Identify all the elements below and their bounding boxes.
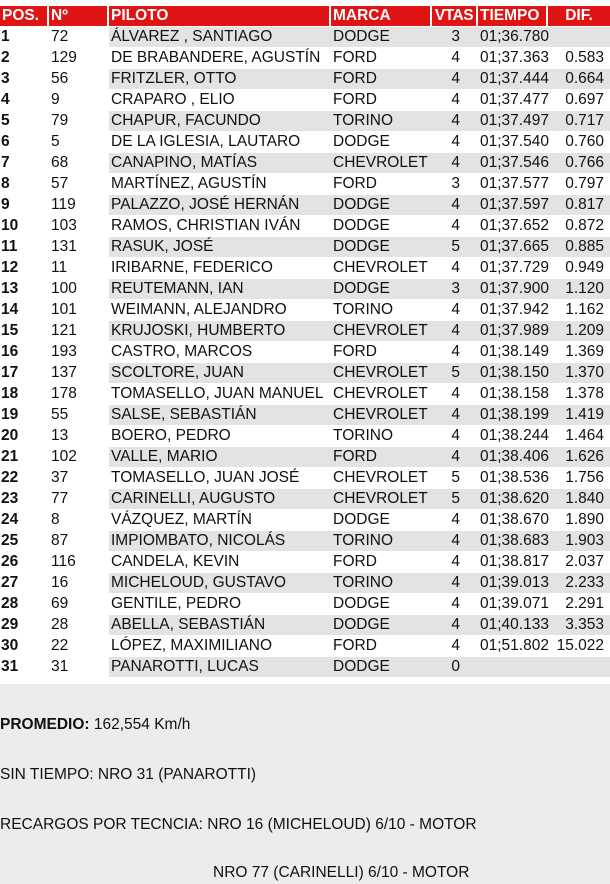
driver-name-cell: CHAPUR, FACUNDO <box>109 111 331 132</box>
car-number-cell: 116 <box>49 552 109 573</box>
position-cell: 15 <box>0 321 49 342</box>
average-speed-value: 162,554 Km/h <box>93 716 191 733</box>
lap-time-cell: 01;37.665 <box>478 237 548 258</box>
gap-cell: 1.840 <box>548 489 610 510</box>
position-cell: 26 <box>0 552 49 573</box>
driver-name-cell: BOERO, PEDRO <box>109 426 331 447</box>
laps-cell: 4 <box>432 111 478 132</box>
car-number-cell: 87 <box>49 531 109 552</box>
table-row <box>0 258 610 279</box>
lap-time-cell: 01;37.546 <box>478 153 548 174</box>
car-number-cell: 13 <box>49 426 109 447</box>
position-cell: 11 <box>0 237 49 258</box>
position-cell: 1 <box>0 27 49 48</box>
laps-cell: 4 <box>432 573 478 594</box>
lap-time-cell: 01;38.149 <box>478 342 548 363</box>
laps-cell: 4 <box>432 342 478 363</box>
position-cell: 27 <box>0 573 49 594</box>
position-cell: 29 <box>0 615 49 636</box>
lap-time-cell: 01;37.577 <box>478 174 548 195</box>
lap-time-cell: 01;37.729 <box>478 258 548 279</box>
gap-cell <box>548 657 610 678</box>
results-table <box>0 6 610 678</box>
table-row <box>0 216 610 237</box>
driver-name-cell: LÓPEZ, MAXIMILIANO <box>109 636 331 657</box>
brand-cell: DODGE <box>331 132 432 153</box>
car-number-cell: 103 <box>49 216 109 237</box>
brand-cell: TORINO <box>331 426 432 447</box>
brand-cell: CHEVROLET <box>331 258 432 279</box>
brand-cell: FORD <box>331 174 432 195</box>
gap-cell: 0.797 <box>548 174 610 195</box>
driver-name-cell: RAMOS, CHRISTIAN IVÁN <box>109 216 331 237</box>
laps-cell: 4 <box>432 384 478 405</box>
brand-cell: TORINO <box>331 300 432 321</box>
lap-time-cell: 01;38.670 <box>478 510 548 531</box>
gap-cell: 2.291 <box>548 594 610 615</box>
car-number-cell: 8 <box>49 510 109 531</box>
table-row <box>0 48 610 69</box>
car-number-cell: 77 <box>49 489 109 510</box>
laps-cell: 3 <box>432 27 478 48</box>
table-row <box>0 594 610 615</box>
car-number-cell: 101 <box>49 300 109 321</box>
gap-cell <box>548 27 610 48</box>
brand-cell: TORINO <box>331 531 432 552</box>
car-number-cell: 178 <box>49 384 109 405</box>
car-number-cell: 79 <box>49 111 109 132</box>
car-number-cell: 37 <box>49 468 109 489</box>
car-number-cell: 102 <box>49 447 109 468</box>
header-marca: MARCA <box>331 6 432 27</box>
driver-name-cell: CANDELA, KEVIN <box>109 552 331 573</box>
lap-time-cell: 01;37.477 <box>478 90 548 111</box>
brand-cell: FORD <box>331 552 432 573</box>
gap-cell: 0.766 <box>548 153 610 174</box>
gap-cell: 0.760 <box>548 132 610 153</box>
driver-name-cell: ABELLA, SEBASTIÁN <box>109 615 331 636</box>
lap-time-cell: 01;38.158 <box>478 384 548 405</box>
laps-cell: 5 <box>432 468 478 489</box>
driver-name-cell: RASUK, JOSÉ <box>109 237 331 258</box>
lap-time-cell: 01;37.942 <box>478 300 548 321</box>
brand-cell: FORD <box>331 48 432 69</box>
gap-cell: 1.370 <box>548 363 610 384</box>
results-body <box>0 27 610 678</box>
table-row <box>0 363 610 384</box>
position-cell: 7 <box>0 153 49 174</box>
header-vtas: VTAS <box>432 6 478 27</box>
position-cell: 9 <box>0 195 49 216</box>
laps-cell: 4 <box>432 552 478 573</box>
gap-cell: 1.890 <box>548 510 610 531</box>
driver-name-cell: SALSE, SEBASTIÁN <box>109 405 331 426</box>
laps-cell: 4 <box>432 447 478 468</box>
laps-cell: 4 <box>432 594 478 615</box>
table-row <box>0 573 610 594</box>
car-number-cell: 22 <box>49 636 109 657</box>
lap-time-cell: 01;38.199 <box>478 405 548 426</box>
driver-name-cell: ÁLVAREZ , SANTIAGO <box>109 27 331 48</box>
lap-time-cell: 01;37.652 <box>478 216 548 237</box>
no-time-note: SIN TIEMPO: NRO 31 (PANAROTTI) <box>0 766 257 783</box>
laps-cell: 4 <box>432 153 478 174</box>
car-number-cell: 119 <box>49 195 109 216</box>
car-number-cell: 72 <box>49 27 109 48</box>
brand-cell: CHEVROLET <box>331 468 432 489</box>
lap-time-cell: 01;37.989 <box>478 321 548 342</box>
driver-name-cell: FRITZLER, OTTO <box>109 69 331 90</box>
laps-cell: 4 <box>432 300 478 321</box>
table-row <box>0 153 610 174</box>
table-row <box>0 489 610 510</box>
penalty-note-2: NRO 77 (CARINELLI) 6/10 - MOTOR <box>213 864 470 881</box>
brand-cell: FORD <box>331 90 432 111</box>
gap-cell: 1.903 <box>548 531 610 552</box>
driver-name-cell: MARTÍNEZ, AGUSTÍN <box>109 174 331 195</box>
lap-time-cell: 01;37.597 <box>478 195 548 216</box>
gap-cell: 1.756 <box>548 468 610 489</box>
driver-name-cell: TOMASELLO, JUAN MANUEL <box>109 384 331 405</box>
brand-cell: CHEVROLET <box>331 363 432 384</box>
brand-cell: DODGE <box>331 279 432 300</box>
car-number-cell: 69 <box>49 594 109 615</box>
lap-time-cell: 01;37.497 <box>478 111 548 132</box>
table-row <box>0 321 610 342</box>
table-row <box>0 384 610 405</box>
driver-name-cell: SCOLTORE, JUAN <box>109 363 331 384</box>
brand-cell: CHEVROLET <box>331 384 432 405</box>
brand-cell: CHEVROLET <box>331 405 432 426</box>
driver-name-cell: CARINELLI, AUGUSTO <box>109 489 331 510</box>
table-row <box>0 237 610 258</box>
table-row <box>0 552 610 573</box>
driver-name-cell: DE LA IGLESIA, LAUTARO <box>109 132 331 153</box>
gap-cell: 0.885 <box>548 237 610 258</box>
brand-cell: DODGE <box>331 27 432 48</box>
laps-cell: 5 <box>432 363 478 384</box>
header-row <box>0 6 610 27</box>
lap-time-cell: 01;51.802 <box>478 636 548 657</box>
lap-time-cell: 01;37.540 <box>478 132 548 153</box>
car-number-cell: 129 <box>49 48 109 69</box>
average-speed <box>0 716 190 734</box>
table-row <box>0 27 610 48</box>
position-cell: 22 <box>0 468 49 489</box>
header-dif: DIF. <box>548 6 610 27</box>
brand-cell: FORD <box>331 342 432 363</box>
lap-time-cell: 01;38.150 <box>478 363 548 384</box>
table-row <box>0 90 610 111</box>
position-cell: 8 <box>0 174 49 195</box>
car-number-cell: 100 <box>49 279 109 300</box>
car-number-cell: 31 <box>49 657 109 678</box>
lap-time-cell: 01;38.620 <box>478 489 548 510</box>
position-cell: 6 <box>0 132 49 153</box>
race-notes <box>0 684 610 884</box>
gap-cell: 0.949 <box>548 258 610 279</box>
brand-cell: FORD <box>331 69 432 90</box>
brand-cell: DODGE <box>331 510 432 531</box>
laps-cell: 5 <box>432 489 478 510</box>
brand-cell: DODGE <box>331 615 432 636</box>
car-number-cell: 16 <box>49 573 109 594</box>
laps-cell: 3 <box>432 174 478 195</box>
table-row <box>0 426 610 447</box>
table-row <box>0 195 610 216</box>
laps-cell: 4 <box>432 132 478 153</box>
lap-time-cell: 01;39.013 <box>478 573 548 594</box>
lap-time-cell: 01;38.683 <box>478 531 548 552</box>
position-cell: 18 <box>0 384 49 405</box>
driver-name-cell: CANAPINO, MATÍAS <box>109 153 331 174</box>
car-number-cell: 193 <box>49 342 109 363</box>
laps-cell: 0 <box>432 657 478 678</box>
table-row <box>0 405 610 426</box>
gap-cell: 0.717 <box>548 111 610 132</box>
gap-cell: 1.120 <box>548 279 610 300</box>
gap-cell: 0.697 <box>548 90 610 111</box>
driver-name-cell: MICHELOUD, GUSTAVO <box>109 573 331 594</box>
position-cell: 30 <box>0 636 49 657</box>
driver-name-cell: CASTRO, MARCOS <box>109 342 331 363</box>
table-row <box>0 342 610 363</box>
brand-cell: TORINO <box>331 573 432 594</box>
gap-cell: 1.419 <box>548 405 610 426</box>
gap-cell: 15.022 <box>548 636 610 657</box>
lap-time-cell: 01;37.444 <box>478 69 548 90</box>
header-num: Nº <box>49 6 109 27</box>
brand-cell: CHEVROLET <box>331 153 432 174</box>
position-cell: 10 <box>0 216 49 237</box>
car-number-cell: 68 <box>49 153 109 174</box>
lap-time-cell: 01;40.133 <box>478 615 548 636</box>
driver-name-cell: PALAZZO, JOSÉ HERNÁN <box>109 195 331 216</box>
lap-time-cell: 01;38.244 <box>478 426 548 447</box>
car-number-cell: 121 <box>49 321 109 342</box>
laps-cell: 4 <box>432 321 478 342</box>
driver-name-cell: DE BRABANDERE, AGUSTÍN <box>109 48 331 69</box>
driver-name-cell: VALLE, MARIO <box>109 447 331 468</box>
laps-cell: 4 <box>432 216 478 237</box>
position-cell: 4 <box>0 90 49 111</box>
gap-cell: 1.464 <box>548 426 610 447</box>
gap-cell: 1.626 <box>548 447 610 468</box>
brand-cell: FORD <box>331 636 432 657</box>
position-cell: 20 <box>0 426 49 447</box>
driver-name-cell: KRUJOSKI, HUMBERTO <box>109 321 331 342</box>
driver-name-cell: WEIMANN, ALEJANDRO <box>109 300 331 321</box>
table-row <box>0 447 610 468</box>
position-cell: 19 <box>0 405 49 426</box>
car-number-cell: 57 <box>49 174 109 195</box>
position-cell: 23 <box>0 489 49 510</box>
driver-name-cell: TOMASELLO, JUAN JOSÉ <box>109 468 331 489</box>
lap-time-cell: 01;39.071 <box>478 594 548 615</box>
laps-cell: 4 <box>432 510 478 531</box>
gap-cell: 1.209 <box>548 321 610 342</box>
brand-cell: DODGE <box>331 216 432 237</box>
car-number-cell: 56 <box>49 69 109 90</box>
gap-cell: 2.037 <box>548 552 610 573</box>
driver-name-cell: IMPIOMBATO, NICOLÁS <box>109 531 331 552</box>
car-number-cell: 5 <box>49 132 109 153</box>
gap-cell: 2.233 <box>548 573 610 594</box>
lap-time-cell: 01;36.780 <box>478 27 548 48</box>
lap-time-cell: 01;37.900 <box>478 279 548 300</box>
position-cell: 17 <box>0 363 49 384</box>
gap-cell: 1.378 <box>548 384 610 405</box>
laps-cell: 4 <box>432 531 478 552</box>
table-row <box>0 468 610 489</box>
gap-cell: 1.162 <box>548 300 610 321</box>
position-cell: 16 <box>0 342 49 363</box>
gap-cell: 0.583 <box>548 48 610 69</box>
table-row <box>0 174 610 195</box>
laps-cell: 4 <box>432 48 478 69</box>
driver-name-cell: GENTILE, PEDRO <box>109 594 331 615</box>
gap-cell: 3.353 <box>548 615 610 636</box>
car-number-cell: 28 <box>49 615 109 636</box>
laps-cell: 4 <box>432 615 478 636</box>
header-piloto: PILOTO <box>109 6 331 27</box>
driver-name-cell: CRAPARO , ELIO <box>109 90 331 111</box>
position-cell: 28 <box>0 594 49 615</box>
table-row <box>0 531 610 552</box>
car-number-cell: 9 <box>49 90 109 111</box>
gap-cell: 1.369 <box>548 342 610 363</box>
car-number-cell: 137 <box>49 363 109 384</box>
laps-cell: 4 <box>432 426 478 447</box>
table-row <box>0 279 610 300</box>
brand-cell: CHEVROLET <box>331 489 432 510</box>
brand-cell: DODGE <box>331 195 432 216</box>
table-row <box>0 132 610 153</box>
gap-cell: 0.872 <box>548 216 610 237</box>
penalty-note-1: RECARGOS POR TECNCIA: NRO 16 (MICHELOUD) 6/10 - MOTOR <box>0 816 477 833</box>
table-row <box>0 111 610 132</box>
brand-cell: DODGE <box>331 594 432 615</box>
driver-name-cell: IRIBARNE, FEDERICO <box>109 258 331 279</box>
table-row <box>0 300 610 321</box>
table-row <box>0 69 610 90</box>
table-row <box>0 615 610 636</box>
lap-time-cell: 01;38.817 <box>478 552 548 573</box>
laps-cell: 4 <box>432 636 478 657</box>
position-cell: 13 <box>0 279 49 300</box>
car-number-cell: 11 <box>49 258 109 279</box>
table-row <box>0 510 610 531</box>
laps-cell: 3 <box>432 279 478 300</box>
laps-cell: 4 <box>432 69 478 90</box>
laps-cell: 5 <box>432 237 478 258</box>
brand-cell: FORD <box>331 447 432 468</box>
driver-name-cell: PANAROTTI, LUCAS <box>109 657 331 678</box>
laps-cell: 4 <box>432 195 478 216</box>
position-cell: 14 <box>0 300 49 321</box>
driver-name-cell: REUTEMANN, IAN <box>109 279 331 300</box>
position-cell: 2 <box>0 48 49 69</box>
header-pos: POS. <box>0 6 49 27</box>
lap-time-cell: 01;38.406 <box>478 447 548 468</box>
brand-cell: TORINO <box>331 111 432 132</box>
position-cell: 3 <box>0 69 49 90</box>
table-row <box>0 636 610 657</box>
brand-cell: DODGE <box>331 237 432 258</box>
laps-cell: 4 <box>432 258 478 279</box>
position-cell: 25 <box>0 531 49 552</box>
gap-cell: 0.817 <box>548 195 610 216</box>
brand-cell: CHEVROLET <box>331 321 432 342</box>
car-number-cell: 55 <box>49 405 109 426</box>
position-cell: 12 <box>0 258 49 279</box>
position-cell: 31 <box>0 657 49 678</box>
driver-name-cell: VÁZQUEZ, MARTÍN <box>109 510 331 531</box>
position-cell: 24 <box>0 510 49 531</box>
lap-time-cell <box>478 657 548 678</box>
gap-cell: 0.664 <box>548 69 610 90</box>
car-number-cell: 131 <box>49 237 109 258</box>
brand-cell: DODGE <box>331 657 432 678</box>
table-row <box>0 657 610 678</box>
header-tiempo: TIEMPO <box>478 6 548 27</box>
laps-cell: 4 <box>432 90 478 111</box>
position-cell: 21 <box>0 447 49 468</box>
position-cell: 5 <box>0 111 49 132</box>
laps-cell: 4 <box>432 405 478 426</box>
lap-time-cell: 01;37.363 <box>478 48 548 69</box>
lap-time-cell: 01;38.536 <box>478 468 548 489</box>
average-speed-label: PROMEDIO: <box>0 716 90 733</box>
